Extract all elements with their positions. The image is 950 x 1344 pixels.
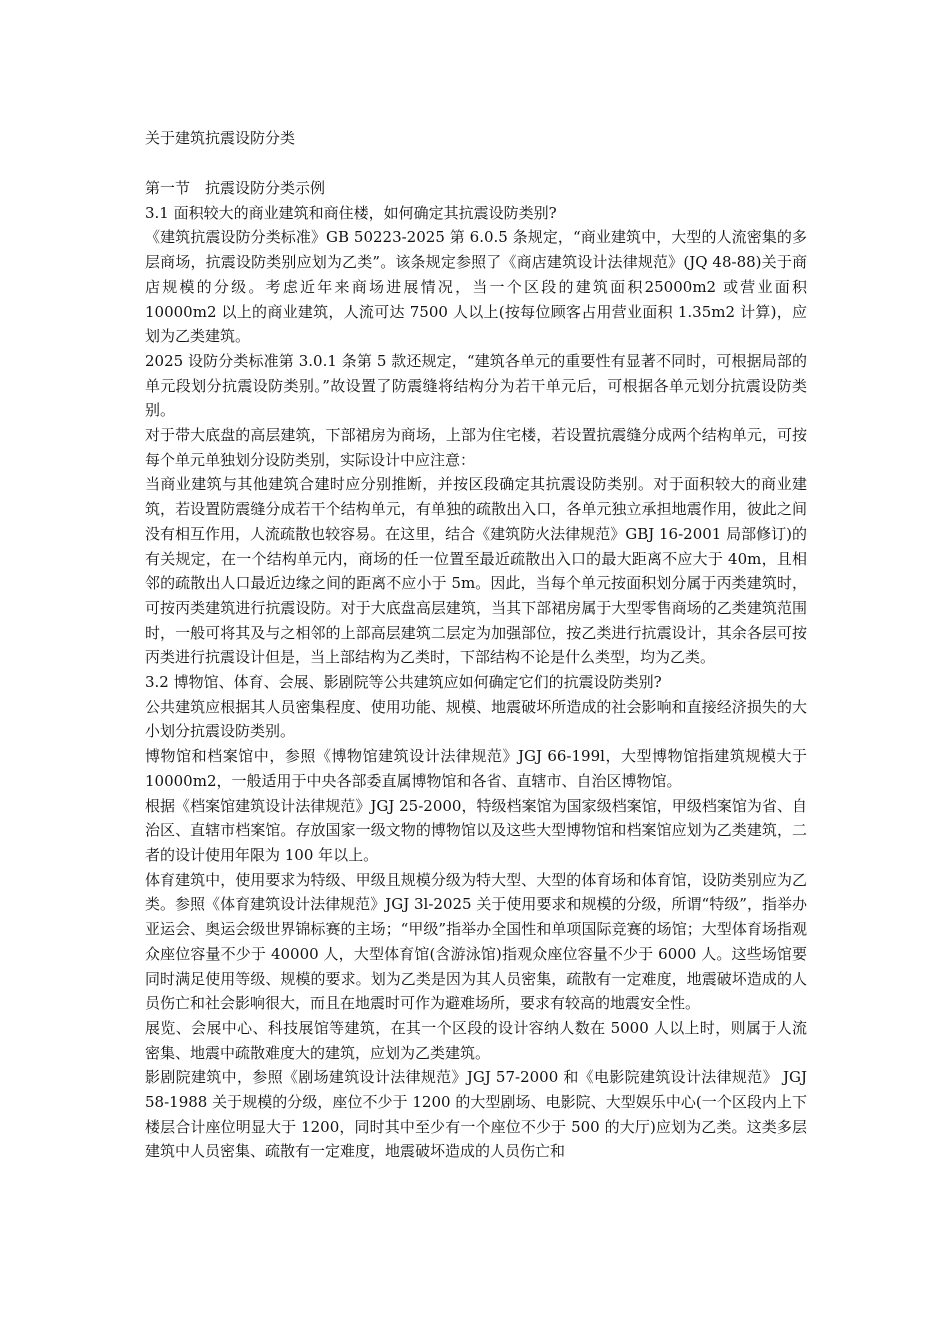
paragraph: 博物馆和档案馆中，参照《博物馆建筑设计法律规范》JGJ 66-199l，大型博物馆指建筑规模大于 10000m2，一般适用于中央各部委直属博物馆和各省、直辖市、自治区博物馆。: [145, 747, 807, 790]
paragraph: 公共建筑应根据其人员密集程度、使用功能、规模、地震破坏所造成的社会影响和直接经济损失的大小划分抗震设防类别。: [145, 697, 807, 741]
document-title: 关于建筑抗震设防分类: [145, 129, 296, 147]
paragraph: 《建筑抗震设防分类标准》GB 50223-2025 第 6.0.5 条规定，“商业建筑中，大型的人流密集的多层商场，抗震设防类别应划为乙类”。该条规定参照了《商店建筑设计法律规范》(JQ 48-88)关于商店规模的分级。考虑近年来商场进展情况，当一个区段的建筑面积25000m2 或营业面积 10000m2 以上的商业建筑，人流可达 7500 人以上(按每位顾客占用营业面积 1.35m2 计算)，应划为乙类建筑。: [145, 228, 807, 346]
question-heading: 3.2 博物馆、体育、会展、影剧院等公共建筑应如何确定它们的抗震设防类别?: [145, 673, 662, 692]
paragraph: 体育建筑中，使用要求为特级、甲级且规模分级为特大型、大型的体育场和体育馆，设防类别应为乙类。参照《体育建筑设计法律规范》JGJ 3l-2025 关于使用要求和规模的分级，所谓“特级”，指举办亚运会、奥运会级世界锦标赛的主场；“甲级”指举办全国性和单项国际竞赛的场馆；大型体育场指观众座位容量不少于 40000 人，大型体育馆(含游泳馆)指观众座位容量不少于 6000 人。这些场馆要同时满足使用等级、规模的要求。划为乙类是因为其人员密集，疏散有一定难度，地震破坏造成的人员伤亡和社会影响很大，而且在地震时可作为避难场所，要求有较高的地震安全性。: [145, 870, 807, 1013]
document-body: [145, 176, 807, 1164]
paragraph: 2025 设防分类标准第 3.0.1 条第 5 款还规定，“建筑各单元的重要性有显著不同时，可根据局部的单元段划分抗震设防类别。”故设置了防震缝将结构分为若干单元后，可根据各单元划分抗震设防类别。: [145, 351, 807, 420]
paragraph: 当商业建筑与其他建筑合建时应分别推断，并按区段确定其抗震设防类别。对于面积较大的商业建筑，若设置防震缝分成若干个结构单元，有单独的疏散出入口，各单元独立承担地震作用，彼此之间没有相互作用，人流疏散也较容易。在这里，结合《建筑防火法律规范》GBJ 16-2001 局部修订)的有关规定，在一个结构单元内，商场的任一位置至最近疏散出入口的最大距离不应大于 40m，且相邻的疏散出人口最近边缘之间的距离不应小于 5m。因此，当每个单元按面积划分属于丙类建筑时，可按丙类建筑进行抗震设防。对于大底盘高层建筑，当其下部裙房属于大型零售商场的乙类建筑范围时，一般可将其及与之相邻的上部高层建筑二层定为加强部位，按乙类进行抗震设计，其余各层可按丙类进行抗震设计但是，当上部结构为乙类时，下部结构不论是什么类型，均为乙类。: [145, 475, 807, 667]
paragraph: 根据《档案馆建筑设计法律规范》JGJ 25-2000，特级档案馆为国家级档案馆，甲级档案馆为省、自治区、直辖市档案馆。存放国家一级文物的博物馆以及这些大型博物馆和档案馆应划为乙类建筑，二者的设计使用年限为 100 年以上。: [145, 796, 807, 864]
section-heading: 第一节 抗震设防分类示例: [145, 179, 326, 197]
paragraph: 展览、会展中心、科技展馆等建筑，在其一个区段的设计容纳人数在 5000 人以上时，则属于人流密集、地震中疏散难度大的建筑，应划为乙类建筑。: [145, 1018, 807, 1062]
question-heading: 3.1 面积较大的商业建筑和商住楼，如何确定其抗震设防类别?: [145, 203, 557, 222]
paragraph: 影剧院建筑中，参照《剧场建筑设计法律规范》JGJ 57-2000 和《电影院建筑设计法律规范》 JGJ 58-1988 关于规模的分级，座位不少于 1200 的大型剧场、电影院、大型娱乐中心(一个区段内上下楼层合计座位明显大于 1200，同时其中至少有一个座位不少于 500 的大厅)应划为乙类。这类多层建筑中人员密集、疏散有一定难度，地震破坏造成的人员伤亡和: [145, 1068, 807, 1161]
paragraph: 对于带大底盘的高层建筑，下部裙房为商场，上部为住宅楼，若设置抗震缝分成两个结构单元，可按每个单元单独划分设防类别，实际设计中应注意：: [145, 426, 807, 469]
